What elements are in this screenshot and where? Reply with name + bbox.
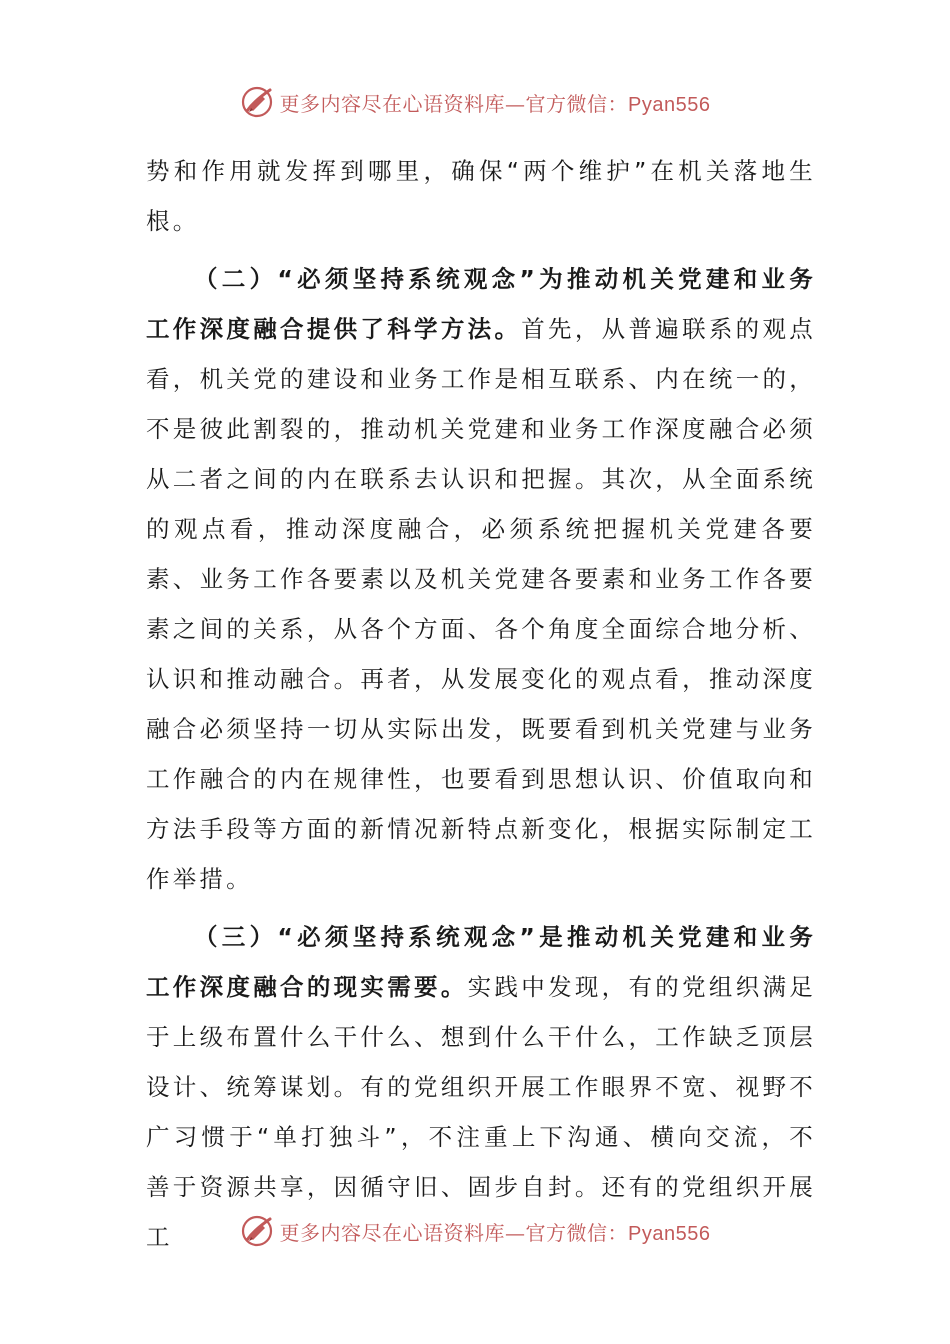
pen-logo-icon [240, 84, 276, 120]
paragraph-2-body: 首先，从普遍联系的观点看，机关党的建设和业务工作是相互联系、内在统一的，不是彼此割裂的，推动机关党建和业务工作深度融合必须从二者之间的内在联系去认识和把握。其次，从全面系统的观点看，推动深度融合，必须系统把握机关党建各要素、业务工作各要素以及机关党建各要素和业务工作各要素之间的关系，从各个方面、各个角度全面综合地分析、认识和推动融合。再者，从发展变化的观点看，推动深度融合必须坚持一切从实际出发，既要看到机关党建与业务工作融合的内在规律性，也要看到思想认识、价值取向和方法手段等方面的新情况新特点新变化，根据实际制定工作举措。 [146, 315, 816, 893]
paragraph-3-body: 实践中发现，有的党组织满足于上级布置什么干什么、想到什么干什么，工作缺乏顶层设计、统筹谋划。有的党组织开展工作眼界不宽、视野不广习惯于“单打独斗”，不注重上下沟通、横向交流，不善于资源共享，因循守旧、固步自封。还有的党组织开展工 [146, 973, 816, 1251]
pen-logo-icon [240, 1213, 276, 1249]
paragraph-1 [146, 146, 816, 246]
paragraph-2 [146, 254, 816, 904]
watermark-text: 更多内容尽在心语资料库—官方微信：Pyan556 [279, 1220, 711, 1245]
document-body [146, 146, 816, 1262]
header-watermark [0, 82, 950, 122]
paragraph-3-heading: （三）“必须坚持系统观念”是推动机关党建和业务工作深度融合的现实需要。 [146, 923, 816, 1001]
paragraph-1-body: 势和作用就发挥到哪里，确保“两个维护”在机关落地生根。 [146, 157, 816, 235]
paragraph-3 [146, 912, 816, 1262]
watermark-text: 更多内容尽在心语资料库—官方微信：Pyan556 [279, 91, 711, 116]
paragraph-2-heading: （二）“必须坚持系统观念”为推动机关党建和业务工作深度融合提供了科学方法。 [146, 265, 816, 343]
footer-watermark [0, 1211, 950, 1251]
wechat-id: Pyan556 [628, 1222, 711, 1245]
wechat-id: Pyan556 [628, 93, 711, 116]
